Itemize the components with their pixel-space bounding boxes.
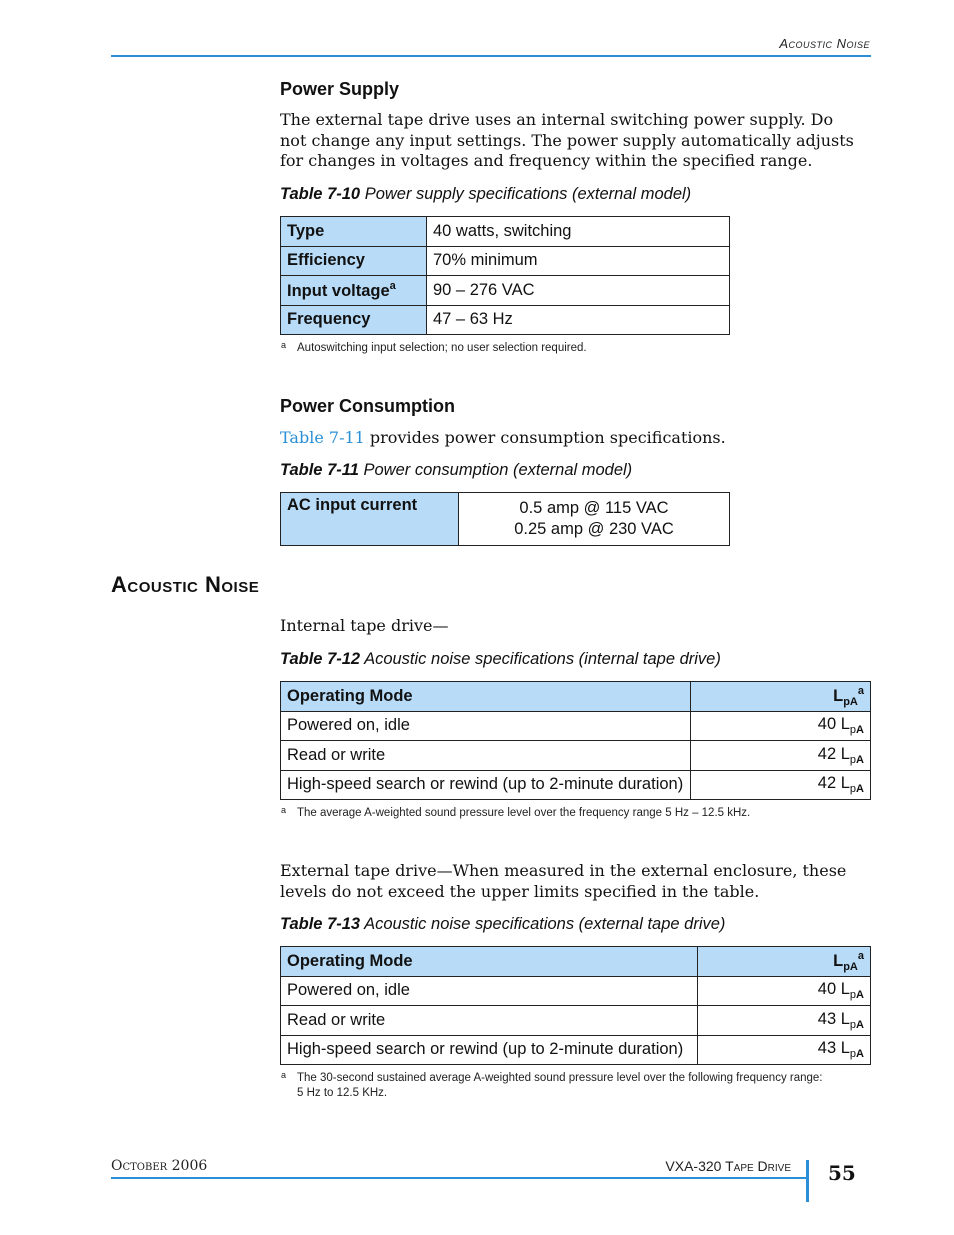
external-footnote [281, 1071, 823, 1101]
row-label: Efficiency [281, 246, 427, 276]
table-row [281, 1035, 871, 1065]
caption-number: Table 7-13 [280, 915, 361, 933]
level-cell: 43 $L_{pA}$ [698, 1006, 871, 1036]
level-cell: 40 $L_{pA}$ [691, 711, 871, 741]
mode-cell: Read or write [281, 741, 691, 771]
internal-footnote [281, 806, 750, 821]
footer-vertical-bar [806, 1160, 809, 1202]
footnote-mark: a [281, 340, 287, 350]
power-supply-heading: Power Supply [280, 79, 400, 99]
level-cell: 42 $L_{pA}$ [691, 770, 871, 800]
internal-intro: Internal tape drive— [280, 616, 449, 635]
level-cell: 42 $L_{pA}$ [691, 741, 871, 771]
table-row [281, 770, 871, 800]
table-row [281, 741, 871, 771]
row-value: 70% minimum [427, 246, 730, 276]
row-value: 47 – 63 Hz [427, 305, 730, 335]
row-value: 90 – 276 VAC [427, 276, 730, 306]
col-operating-mode: Operating Mode [281, 947, 698, 977]
footnote-text-line1: The 30-second sustained average A-weighted sound pressure level over the following frequency range: [297, 1072, 823, 1084]
table-row [281, 493, 730, 546]
footnote-text-line2: 5 Hz to 12.5 KHz. [297, 1087, 388, 1099]
table-row [281, 711, 871, 741]
footnote-mark: a [281, 805, 287, 815]
table-7-12-caption [280, 650, 721, 669]
external-intro: External tape drive—When measured in the external enclosure, these levels do not exceed the upper limits specified in the table. [280, 861, 847, 901]
table-row [281, 305, 730, 335]
col-level: $L_{pA}^a$ [691, 682, 871, 712]
internal-noise-table [280, 681, 871, 800]
mode-cell: Read or write [281, 1006, 698, 1036]
mode-cell: Powered on, idle [281, 711, 691, 741]
level-cell: 43 $L_{pA}$ [698, 1035, 871, 1065]
row-value: 40 watts, switching [427, 217, 730, 247]
header-rule [111, 55, 871, 57]
mode-cell: High-speed search or rewind (up to 2-minute duration) [281, 1035, 698, 1065]
row-label: Input voltage$^a$ [281, 276, 427, 306]
row-label: Frequency [281, 305, 427, 335]
footnote-text: The average A-weighted sound pressure level over the frequency range 5 Hz – 12.5 kHz. [297, 807, 751, 819]
caption-text: Power consumption (external model) [363, 461, 633, 479]
power-consumption-paragraph: Table 7-11 provides power consumption specifications. [280, 428, 726, 447]
table-row [281, 1006, 871, 1036]
table-7-11-link[interactable]: Table 7-11 [280, 428, 365, 447]
table-row [281, 276, 730, 306]
row-label: AC input current [281, 493, 459, 546]
table-header-row [281, 947, 871, 977]
col-operating-mode: Operating Mode [281, 682, 691, 712]
power-supply-table [280, 216, 730, 335]
caption-text: Acoustic noise specifications (external tape drive) [364, 915, 726, 933]
table-7-10-caption [280, 185, 691, 204]
row-label: Type [281, 217, 427, 247]
caption-text: Acoustic noise specifications (internal tape drive) [364, 650, 721, 668]
caption-number: Table 7-10 [280, 185, 361, 203]
footer-date: October 2006 [111, 1158, 208, 1174]
power-consumption-heading: Power Consumption [280, 396, 455, 416]
caption-text: Power supply specifications (external model) [364, 185, 692, 203]
level-cell: 40 $L_{pA}$ [698, 976, 871, 1006]
footer-product: VXA-320 Tape Drive [665, 1158, 791, 1174]
running-header: Acoustic Noise [779, 36, 870, 51]
footnote-mark: a [281, 1070, 287, 1080]
external-noise-table [280, 946, 871, 1065]
row-value: 0.5 amp @ 115 VAC 0.25 amp @ 230 VAC [459, 493, 730, 546]
mode-cell: High-speed search or rewind (up to 2-minute duration) [281, 770, 691, 800]
footer-rule [111, 1177, 808, 1179]
table-header-row [281, 682, 871, 712]
mode-cell: Powered on, idle [281, 976, 698, 1006]
power-supply-paragraph: The external tape drive uses an internal switching power supply. Do not change any input settings. The power supply automatically adjusts for changes in voltages and frequency within the specified range. [280, 110, 854, 170]
table-row [281, 246, 730, 276]
table-7-11-caption [280, 461, 632, 480]
power-supply-footnote [281, 341, 587, 356]
caption-number: Table 7-12 [280, 650, 361, 668]
table-row [281, 976, 871, 1006]
section-heading: Acoustic Noise [111, 572, 260, 597]
table-row [281, 217, 730, 247]
footnote-text: Autoswitching input selection; no user selection required. [297, 342, 587, 354]
power-consumption-table [280, 492, 730, 546]
page-number: 55 [828, 1161, 856, 1185]
col-level: $L_{pA}^a$ [698, 947, 871, 977]
table-7-13-caption [280, 915, 725, 934]
caption-number: Table 7-11 [280, 461, 359, 479]
footnote-ref: a [389, 279, 396, 292]
